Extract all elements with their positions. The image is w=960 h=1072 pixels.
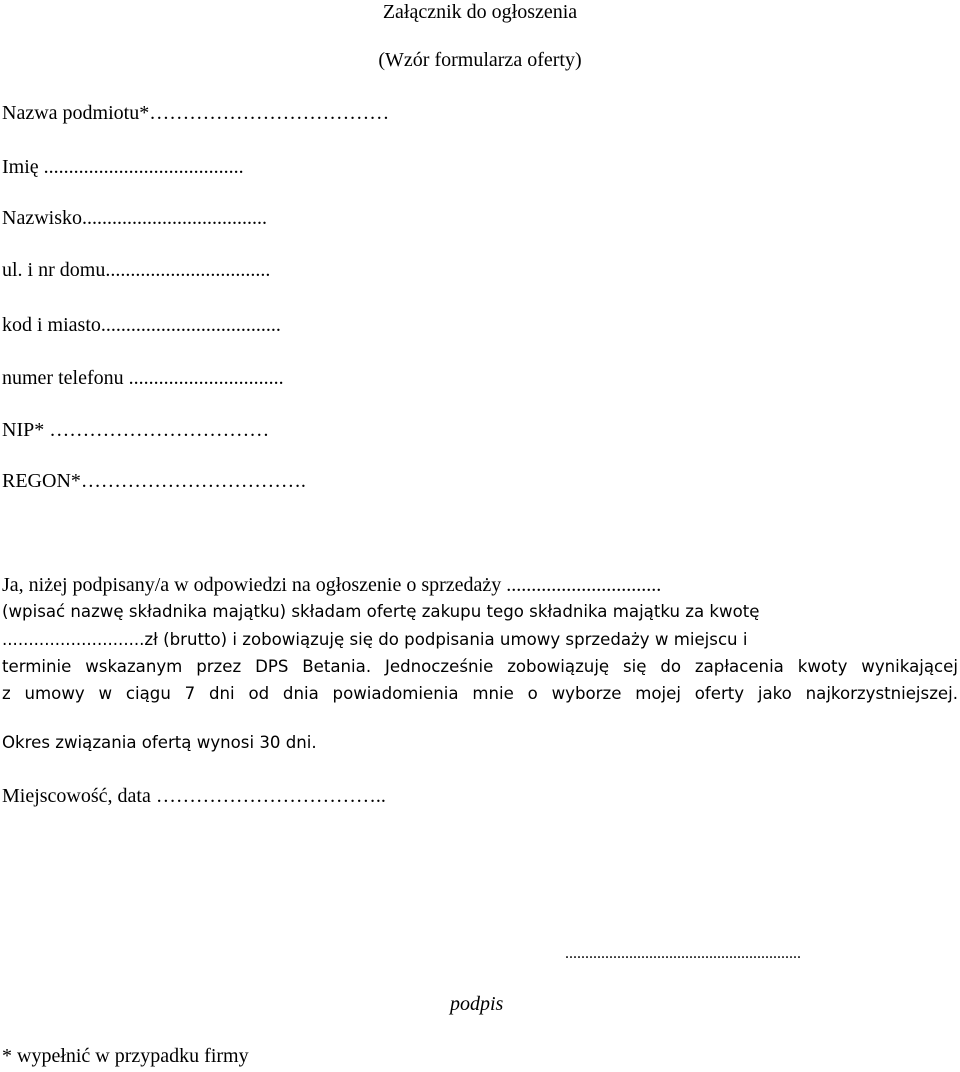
field-postcode-city: kod i miasto.................................... [2,314,281,336]
offer-validity: Okres związania ofertą wynosi 30 dni. [2,733,317,752]
field-street: ul. i nr domu................................. [2,259,271,281]
footnote: * wypełnić w przypadku firmy [2,1045,249,1067]
annex-title: Załącznik do ogłoszenia [382,1,578,23]
field-phone: numer telefonu ............................... [2,367,284,389]
field-regon: REGON*……………………………. [2,470,306,492]
signature-label: podpis [450,993,504,1015]
signature-line: ........................................................... [565,945,801,962]
form-subtitle: (Wzór formularza oferty) [378,49,582,71]
declaration-line-2: (wpisać nazwę składnika majątku) składam ofertę zakupu tego składnika majątku za kwotę [2,602,760,621]
declaration-line-3: ...........................zł (brutto) i zobowiązuję się do podpisania umowy sprzedaży w miejscu i [2,630,748,649]
field-last-name: Nazwisko..................................... [2,207,267,229]
field-entity-name: Nazwa podmiotu*……………………………… [2,102,390,124]
field-nip: NIP* …………………………… [2,419,270,441]
declaration-line-1: Ja, niżej podpisany/a w odpowiedzi na ogłoszenie o sprzedaży ............................... [2,574,662,596]
declaration-line-5: z umowy w ciągu 7 dni od dnia powiadomienia mnie o wyborze mojej oferty jako najkorzystniejszej. [2,684,958,703]
place-date-field: Miejscowość, data …………………………….. [2,785,386,807]
field-first-name: Imię ........................................ [2,156,244,178]
declaration-line-4: terminie wskazanym przez DPS Betania. Jednocześnie zobowiązuję się do zapłacenia kwoty wynikającej [2,657,958,676]
